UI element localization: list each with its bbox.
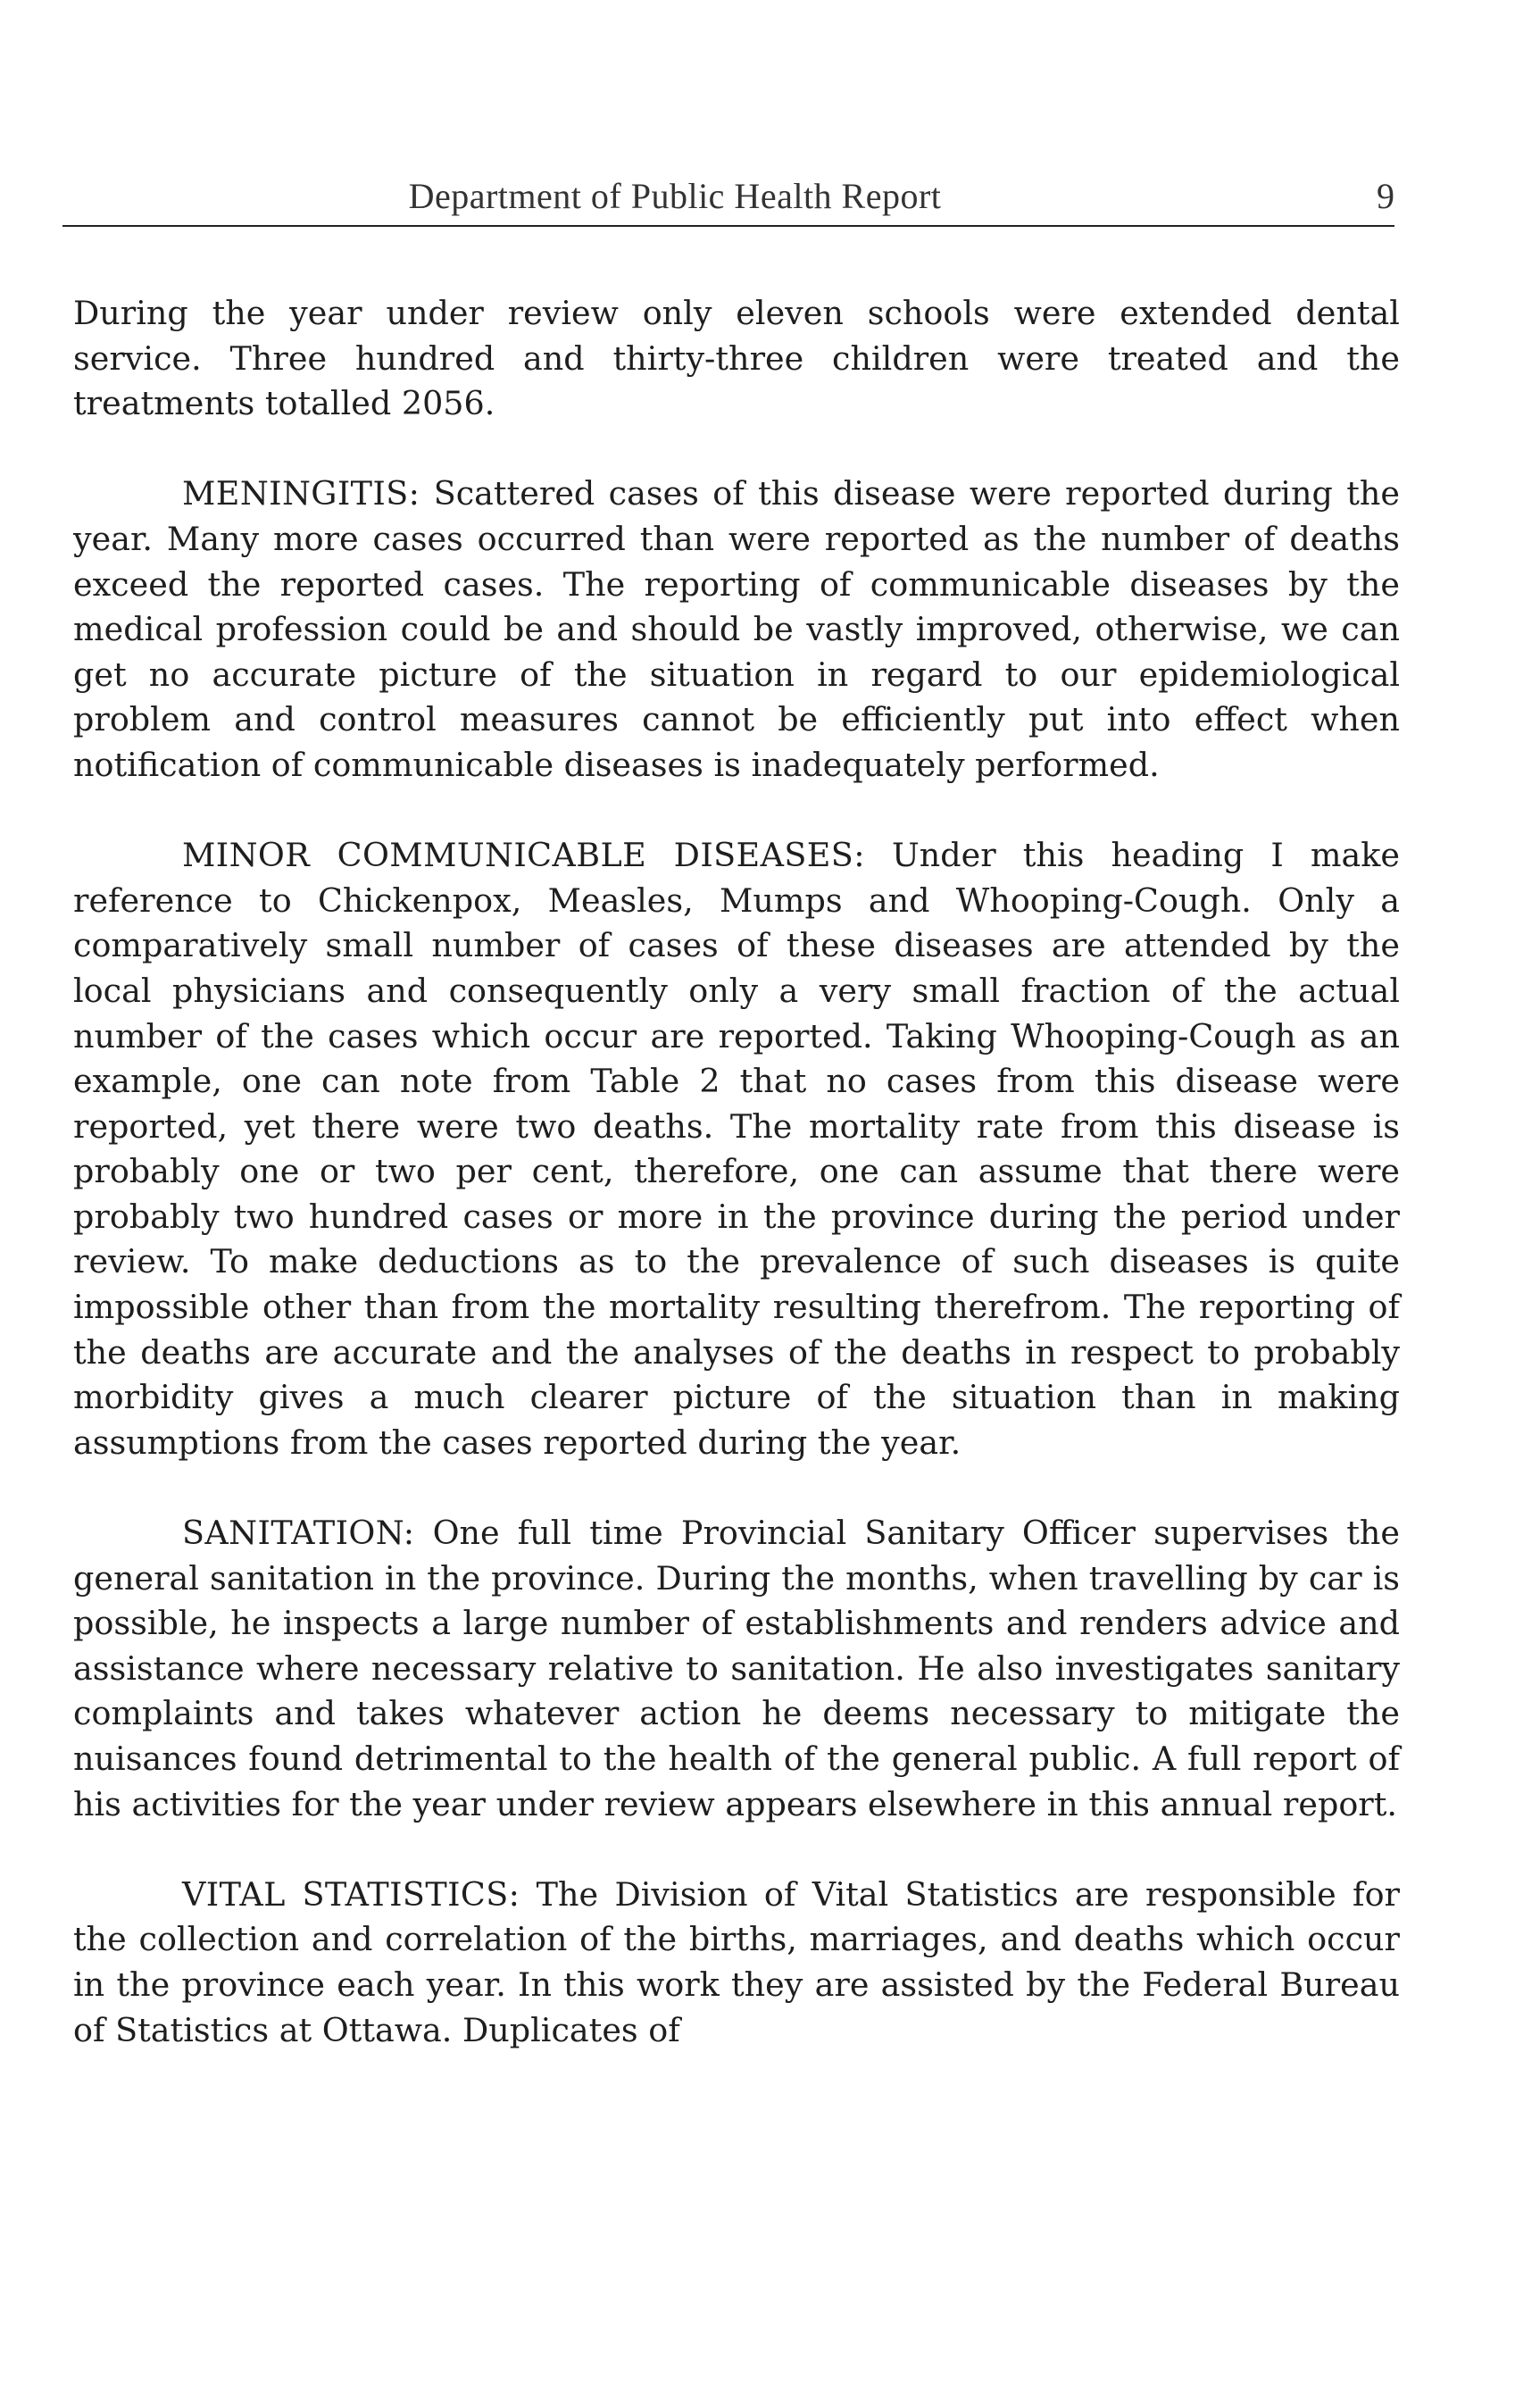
paragraph-sanitation (73, 1511, 1400, 1827)
paragraph-vital-statistics (73, 1873, 1400, 2053)
header-rule (62, 225, 1394, 227)
paragraph-text: One full time Provincial Sanitary Officer supervises the general sanitation in the province. During the months, when travelling by car is possible, he inspects a large number of establishments and renders advice and assistance where necessary relative to sanitation. He also investigates sanitary complaints and takes whatever action he deems necessary to mitigate the nuisances found detrimental to the health of the general public. A full report of his activities for the year under review appears elsewhere in this annual report. (73, 1514, 1400, 1823)
paragraph-text: The Division of Vital Statistics are responsible for the collection and correlation of the births, marriages, and deaths which occur in the province each year. In this work they are assisted by the Federal Bureau of Statistics at Ottawa. Duplicates of (73, 1874, 1400, 2049)
paragraph-text: During the year under review only eleven schools were extended dental service. Three hundred and thirty-three children were treated and the treatments totalled 2056. (73, 294, 1400, 423)
paragraph-dental-service (73, 291, 1400, 427)
section-heading-meningitis: MENINGITIS: (182, 474, 420, 513)
paragraph-meningitis (73, 471, 1400, 788)
section-heading-minor-communicable-diseases: MINOR COMMUNICABLE DISEASES: (182, 836, 865, 875)
section-heading-vital-statistics: VITAL STATISTICS: (182, 1874, 520, 1914)
page-number: 9 (1377, 176, 1394, 216)
paragraph-text: Under this heading I make reference to Chickenpox, Measles, Mumps and Whooping-Cough. Only a comparatively small number of cases of these diseases are attended by the local physicians and consequently only a very small fraction of the actual number of the cases which occur are reported. Taking Whooping-Cough as an example, one can note from Table 2 that no cases from this disease were reported, yet there were two deaths. The mortality rate from this disease is probably one or two per cent, therefore, one can assume that there were probably two hundred cases or more in the province during the period under review. To make deductions as to the prevalence of such diseases is quite impossible other than from the mortality resulting therefrom. The reporting of the deaths are accurate and the analyses of the deaths in respect to probably morbidity gives a much clearer picture of the situation than in making assumptions from the cases reported during the year. (73, 836, 1401, 1462)
running-header (62, 175, 1394, 230)
header-title: Department of Public Health Report (408, 176, 942, 216)
paragraph-text: Scattered cases of this disease were reported during the year. Many more cases occurred than were reported as the number of deaths exceed the reported cases. The reporting of communicable diseases by the medical profession could be and should be vastly improved, otherwise, we can get no accurate picture of the situation in regard to our epidemiological problem and control measures cannot be efficiently put into effect when notification of communicable diseases is inadequately performed. (73, 474, 1400, 784)
body-text (73, 291, 1400, 2098)
section-heading-sanitation: SANITATION: (182, 1514, 415, 1553)
paragraph-minor-communicable-diseases (73, 833, 1400, 1465)
